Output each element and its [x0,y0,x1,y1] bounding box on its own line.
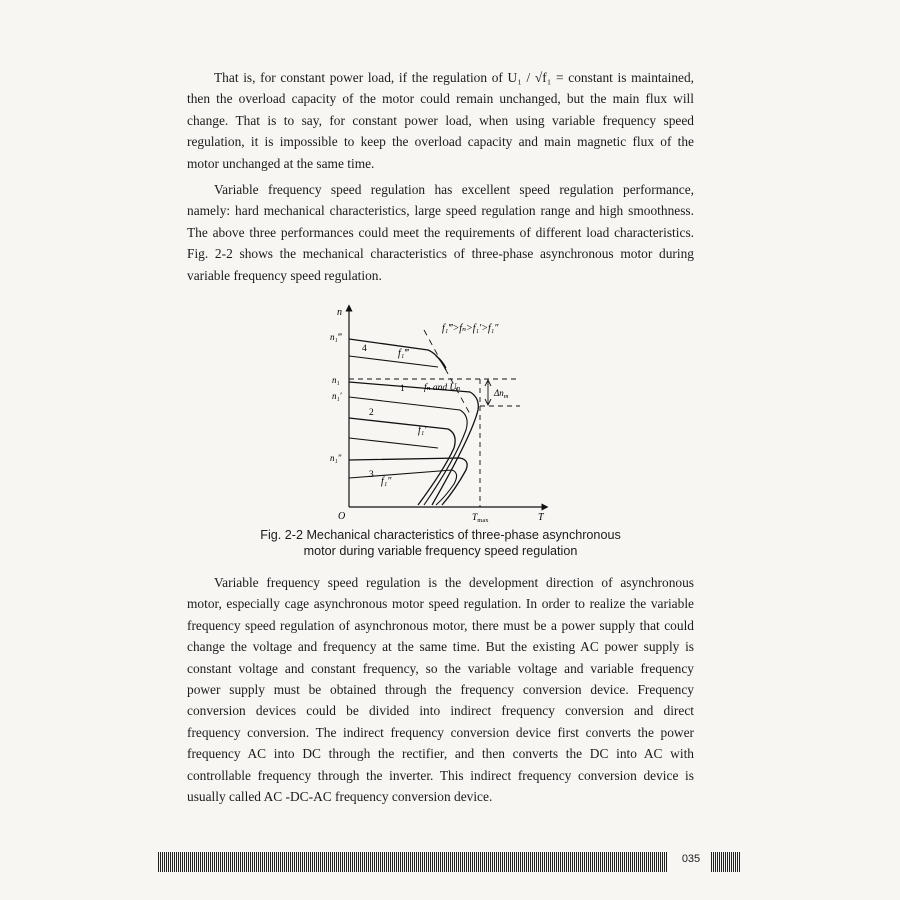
text-line: The above three performances could meet the requirements of different load characteristics. [187,224,694,240]
figure-caption [187,528,694,559]
n1-double-label: n₁″ [330,453,342,463]
text-line: Variable frequency speed regulation is the development direction of asynchronous [214,575,694,590]
fn-un-label: fₙ and Uₙ [424,383,461,393]
text-line: frequency speed regulation of asynchronous motor, there must be a power supply that could [187,617,694,633]
caption-line: Fig. 2-2 Mechanical characteristics of three-phase asynchronous [260,528,621,542]
footer-barcode-right [711,852,741,872]
curve-4-load [349,356,438,367]
curve-4-number: 4 [362,344,367,354]
tmax-label: $T_{max}$ [472,513,489,524]
f-prime-label: f₁′ [418,425,427,436]
curve-1 [349,382,478,505]
text-line: Fig. 2-2 shows the mechanical characteristics of three-phase asynchronous motor during [187,246,694,262]
x-axis-label: T [538,512,544,523]
curve-1-number: 1 [400,384,405,394]
paragraph-speed-regulation [187,179,694,286]
origin-label: O [338,511,346,522]
text-line: change the voltage and frequency at the same time. But the existing AC power supply is [187,639,694,655]
n1-label: n₁ [332,375,340,385]
curve-3-number: 3 [369,470,374,480]
mechanical-characteristics-figure [320,300,560,525]
n1-prime-label: n₁′ [332,391,342,401]
page-number: 035 [681,853,701,865]
text-line: frequency conversion. The indirect frequency conversion device first converts the power [187,724,694,740]
text-line: then the overload capacity of the motor could remain unchanged, but the main flux will [187,91,694,107]
text-line: regulation, it is impossible to keep the overload capacity and main magnetic flux of the [187,134,694,150]
text-line: constant voltage and constant frequency, so the variable voltage and variable frequency [187,660,694,676]
n1-triple-label: n₁‴ [330,332,342,342]
text-line: controllable frequency through the inverter. This indirect frequency conversion device is [187,767,694,783]
curve-2-number: 2 [369,408,374,418]
curve-2-load [349,438,438,448]
caption-line: motor during variable frequency speed regulation [303,543,578,558]
text-line: motor, especially cage asynchronous motor speed regulation. In order to realize the variable [187,596,694,612]
text-line: motor unchanged at the same time. [187,155,375,171]
footer-barcode-left [158,852,668,872]
curve-3-inner [349,470,457,505]
paragraph-variable-frequency [187,572,694,807]
text-line: That is, for constant power load, if the regulation of U₁ / √f₁ = constant is maintained, [214,70,694,85]
text-line: power supply must be obtained through the frequency conversion device. Frequency [187,682,694,698]
max-torque-locus [424,330,470,414]
text-line: conversion devices could be divided into indirect frequency conversion and direct [187,703,694,719]
paragraph-constant-power [187,67,694,174]
frequency-order-label: f₁‴>fₙ>f₁′>f₁″ [442,323,499,334]
f-double-label: f₁″ [381,476,392,487]
text-line: frequency AC into DC through the rectifier, and then converts the DC into AC with [187,746,694,762]
curve-1-inner [349,397,467,505]
text-line: change. That is to say, for constant power load, when using variable frequency speed [187,112,694,128]
y-axis-label: n [337,307,342,318]
text-line: variable frequency speed regulation. [187,267,382,283]
text-line: Variable frequency speed regulation has excellent speed regulation performance, [214,182,694,197]
text-line: usually called AC -DC-AC frequency conversion device. [187,789,493,805]
delta-nm-label: $\Delta n_m$ [494,388,509,400]
text-line: namely: hard mechanical characteristics, large speed regulation range and high smoothness. [187,203,694,219]
f-triple-label: f₁‴ [398,348,409,359]
